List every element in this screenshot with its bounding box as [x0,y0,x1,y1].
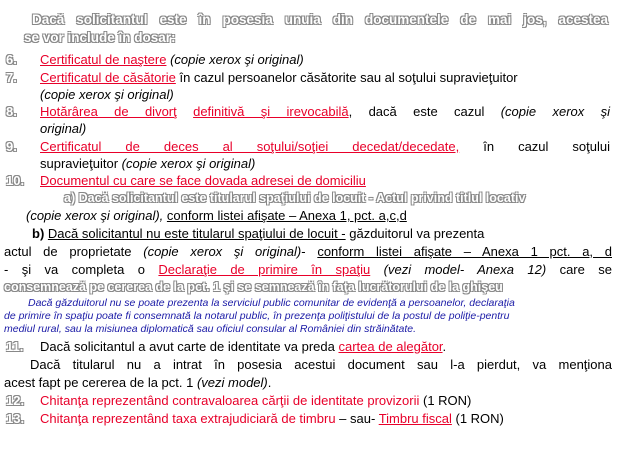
item-8-text: , dacă este cazul [348,104,501,119]
section-b-line3-red: Declaraţie de primire în spaţiu [158,262,371,277]
small-note-line-2: de primire în spaţiu poate fi consemnată la notarul public, în prezenţa poliţistului de la postul de poliţie-pentru [4,310,510,322]
section-b-line-3 [4,262,612,278]
section-b-line2-a: actul de proprietate [4,244,144,259]
intro-line-2: se vor include în dosar: [24,30,176,45]
item-9-title: Certificatul de deces al soţului/soţiei decedat/decedate, [40,139,460,154]
item-9-text: în cazul soţului [459,139,610,154]
para-line-1: Dacă titularul nu a intrat în posesia acestui document sau l-a pierdut, va menţiona [30,357,612,372]
item-8-title: Hotărârea de divorţ [40,104,177,119]
item-11-red: cartea de alegător [338,339,443,354]
section-b-line-4: consemnează pe cererea de la pct. 1 şi se semnează în faţa lucrătorului de la ghişeu [4,280,503,294]
item-9-text-2: supravieţuitor [40,156,122,171]
item-8-note: (copie xerox şi [500,104,610,119]
item-12-red: Chitanţa reprezentând contravaloarea cărţii de identitate provizorii [40,393,420,408]
para-line-2 [4,375,634,391]
section-a-line-2 [26,208,638,224]
section-b-line-2 [4,244,612,260]
item-6-title: Certificatul de naştere [40,52,167,67]
item-8-number: 8. [6,104,17,119]
small-note-line-3: mediul rural, sau la misiunea diplomatică sau oficiul consular al României din străinătate. [4,323,417,335]
item-8-title-2: definitivă şi irevocabilă [193,104,349,119]
section-a-link: conform listei afişate – Anexa 1, pct. a,c,d [166,208,407,223]
section-a-text: a) Dacă solicitantul este titularul spaţiului de locuit - Actul privind titlul locativ [64,191,526,205]
item-11-number: 11. [6,339,24,354]
para-line2-note: (vezi model) [196,375,268,390]
section-b-lead: Dacă solicitantul nu este titularul spaţiului de locuit - [47,226,346,241]
section-a-note: (copie xerox şi original), [26,208,164,223]
item-12-text: (1 RON) [419,393,472,408]
item-7-number: 7. [6,70,17,85]
item-9 [6,139,610,155]
section-b-line-1 [32,226,612,242]
item-13-text: – sau- [335,411,379,426]
item-6-number: 6. [6,52,17,67]
section-b-line3-note: (vezi model- Anexa 12) [370,262,547,277]
section-b-line2-link: conform listei afişate – Anexa 1 pct. a, d [317,244,612,259]
para-line2-b: . [267,375,272,390]
item-13-text-2: (1 RON) [451,411,504,426]
item-6-note: (copie xerox şi original) [166,52,304,67]
item-12 [6,393,636,409]
item-7 [6,70,610,86]
section-b-rest: găzduitorul va prezenta [345,226,485,241]
item-7-text: în cazul persoanelor căsătorite sau al soţului supravieţuitor [175,70,518,85]
section-b-line3-b: care se [546,262,612,277]
section-b-line2-b: - [301,244,318,259]
item-11-text: Dacă solicitantul a avut carte de identitate va preda [40,339,339,354]
section-b-line2-note: (copie xerox şi original) [143,244,302,259]
item-11 [6,339,636,355]
item-6 [6,52,636,68]
item-13-red-2: Timbru fiscal [378,411,452,426]
item-9-number: 9. [6,139,17,154]
item-10-title: Documentul cu care se face dovada adresei de domiciliu [40,173,366,188]
item-13-number: 13. [6,411,25,426]
item-12-number: 12. [6,393,25,408]
item-13-red: Chitanţa reprezentând taxa extrajudiciară de timbru [40,411,336,426]
para-line2-a: acest fapt pe cererea de la pct. 1 [4,375,197,390]
section-b-line3-a: - şi va completa o [4,262,159,277]
section-b-label: b) [32,226,45,241]
item-7-note: (copie xerox şi original) [40,87,174,102]
item-7-title: Certificatul de căsătorie [40,70,176,85]
item-11-end: . [442,339,447,354]
item-8-note-2: original) [40,121,87,136]
item-9-line-2 [40,156,638,172]
item-10-number: 10. [6,173,25,188]
item-9-note: (copie xerox şi original) [121,156,256,171]
small-note-line-1: Dacă găzduitorul nu se poate prezenta la serviciul public comunitar de evidenţă a persoanelor, declaraţia [28,297,515,309]
intro-line-1: Dacă solicitantul este în posesia unuia din documentele de mai jos, acestea [32,12,608,27]
item-13 [6,411,636,427]
item-8 [6,104,610,120]
item-10 [6,173,636,189]
item-8-sep [177,104,193,119]
